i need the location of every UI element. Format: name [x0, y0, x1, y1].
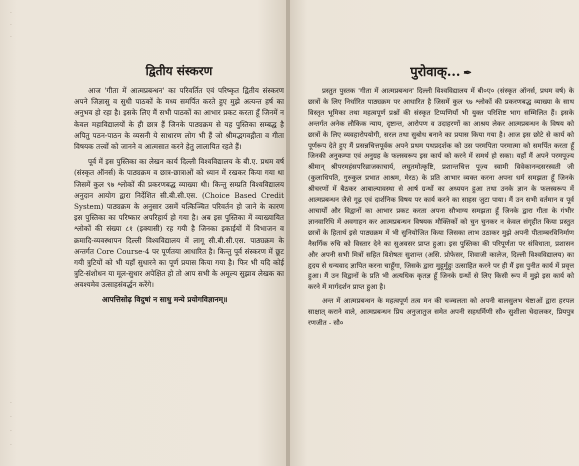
paragraph: आज 'गीता में आत्मप्रबन्धन' का परिवर्तित एवं परिष्कृत द्वितीय संस्करण अपने जिज्ञासु व सुधी पाठकों के मध्य समर्पित करते हुए मुझे अत्यन्त हर्ष का अनुभव हो रहा है। इसके लिए मैं सभी पाठकों का आभार प्रकट करता हूँ जिनमें न केवल महाविद्यालयों के ही छात्र हैं जिनके पाठ्यक्रम से यह पुस्तिका सम्बद्ध है अपितु पठन-पाठन के व्यसनी ये साधारण लोग भी हैं जो श्रीमद्भगवद्गीता व गीता विषयक तत्त्वों को जानने व आत्मसात करने हेतु लालायित रहते हैं।: [74, 86, 284, 152]
paragraph: पूर्व में इस पुस्तिका का लेखन कार्य दिल्ली विश्वविद्यालय के बी.ए. प्रथम वर्ष (संस्कृत ऑनर्स) के पाठ्यक्रम व छात्र-छात्राओं को ध्यान में रखकर किया गया था जिसमें कुल ९७ श्लोकों की प्रकरणबद्ध व्याख्या थी। किन्तु सम्प्रति विश्वविद्यालय अनुदान आयोग द्वारा निर्देशित सी.बी.सी.एस. (Choice Based Credit System) पाठ्यक्रम के अनुसार उसमें यत्किञ्चित परिवर्तन हो जाने के कारण इस पुस्तिका का परिष्कार अपरिहार्य हो गया है। अब इस पुस्तिका में व्याख्यायित श्लोकों की संख्या ८१ (इक्यासी) रह गयी है जिनका इकाईयों में विभाजन व क्रमादि-व्यवस्थापन दिल्ली विश्वविद्यालय में लागू सी.बी.सी.एस. पाठ्यक्रम के अन्तर्गत Core Course-4 पर पूर्णतया आधारित है। किन्तु पूर्व संस्करण में छूट गयी त्रुटियों को भी यहाँ सुधारने का पूर्ण प्रयास किया गया है। फिर भी यदि कोई त्रुटि-संशोधन या मूल-सुधार अपेक्षित हो तो आप सभी के अमूल्य सुझाव लेखक का अवश्यमेव उत्साहसंवर्द्धन करेंगे।: [74, 157, 284, 290]
right-text-column: [308, 62, 574, 332]
margin-bleed-mark: ·: [10, 34, 12, 41]
margin-bleed-mark: ·: [10, 442, 12, 449]
left-text-column: [74, 62, 284, 305]
section-heading: द्वितीय संस्करण: [145, 64, 213, 78]
margin-bleed-mark: ·: [10, 400, 12, 407]
right-page: [290, 0, 579, 466]
pen-flourish-icon: ✒: [463, 68, 472, 79]
paragraph: अन्त में आत्मप्रबन्धन के महत्वपूर्ण तत्व मन की चञ्चलता को अपनी बालसुलभ चेष्टाओं द्वारा हरपल साक्षात् कराने वाले, आत्मप्रबन्धन प्रिय अनुजातुज समेत अपनी सहधर्मिणी सौ० सुशीला चेदालकर, प्रियपुत्र रणजीत - सौ०: [308, 297, 574, 328]
margin-bleed-mark: ·: [10, 414, 12, 421]
paragraph: प्रस्तुत पुस्तक 'गीता में आत्मप्रबन्धन' दिल्ली विश्वविद्यालय में बी०ए० (संस्कृत ऑनर्स, प्रथम वर्ष) के छात्रों के लिए निर्धारित पाठ्यक्रम पर आधारित है जिसमें कुल ९७ श्लोकों की प्रकरणबद्ध व्याख्या के साथ विस्तृत भूमिका तथा महत्वपूर्ण प्रश्नों की संस्कृत टिप्पणियाँ भी युक्त परिशिष्ट भाग सम्मिलित हैं। इसके अन्तर्गत अनेक लौकिक न्याय, दृष्टान्त, आरोपण व उदाहरणों का आश्रय लेकर आत्मप्रबन्धन के विषय को छात्रों के लिए व्यवहारोपयोगी, सरल तथा सुबोध बनाने का प्रयास किया गया है। आज इस छोटे से कार्य को पूर्णरूप देते हुए मैं प्रसन्नचित्तपूर्वक अपने प्रथम पथप्रदर्शक को उस परमपिता परमात्मा को समर्पित करता हूँ जिनकी अनुकम्पा एवं अनुग्रह के फलस्वरूप इस कार्य को करने में समर्थ हो सका। यहाँ मैं अपने परमपूज्य श्रीमान् श्रीपरमहंसपरिव्राजकाचार्य, लघुतमोत्कृष्टि, प्रशान्तचित्त पूज्य स्वामी विवेकानन्दसरस्वती जी (कुलाधिपति, गुरुकुल प्रभात आश्रम, मेरठ) के प्रति आभार व्यक्त करना अपना धर्म समझता हूँ जिनके श्रीचरणों में बैठकर आबाल्यावस्था से आर्ष ग्रन्थों का अध्ययन हुआ तथा उनके ज्ञान के फलस्वरूप में आत्मप्रबन्धन जैसे गूढ़ एवं दार्शनिक विषय पर कार्य करने का साहस जुटा पाया। मैं उन सभी वर्तमान व पूर्व आचार्यों और विद्वानों का आभार प्रकट करता अपना सौभाग्य समझता हूँ जिनके द्वारा गीता के गंभीर ज्ञानवारिधि में अवगाहन कर आत्मप्रबन्धन विषयक मौक्तिकों को चुन चुनकर न केवल संगृहीत किया प्रस्तुत छात्रों के हितार्थ इसे पाठ्यक्रम में भी सुनियोजित किया जिसका लाभ उठाकर मुझे अपनी पीताम्बरविनिर्माण नैसर्गिक रुचि को विस्तार देने का सुअवसर प्राप्त हुआ। इस पुस्तिका की परिपूर्णता पर संविधाता, प्रशासन और अपनी सभी मित्रों सहित विशेषतः सुशान्त (असि. प्रोफेसर, शिवाजी कालेज, दिल्ली विश्वविद्यालय) का हृदय से धन्यवाद ज्ञापित करना चाहूँगा, जिसके द्वारा मुहूर्मुहुः उत्साहित करने पर ही मैं इस पुनीत कार्य में प्रवृत्त हुआ। मैं उन विद्वानों के प्रति भी अत्यधिक कृतज्ञ हूँ जिनके ग्रन्थों से लिए किसी रूप में मुझे इस कार्य को करने में मार्गदर्शन प्राप्त हुआ है।: [308, 87, 574, 292]
margin-bleed-mark: ·: [10, 428, 12, 435]
margin-bleed-mark: ·: [10, 22, 12, 29]
section-heading-wrap: [308, 62, 574, 80]
margin-bleed-mark: ·: [10, 10, 12, 17]
section-heading: पुरोवाक्...: [410, 65, 461, 80]
closing-verse: आपत्तिसोढ़ विदुषां न साधु मन्ये प्रयोगविज्ञानम्॥: [102, 294, 228, 304]
left-page: [0, 0, 286, 466]
